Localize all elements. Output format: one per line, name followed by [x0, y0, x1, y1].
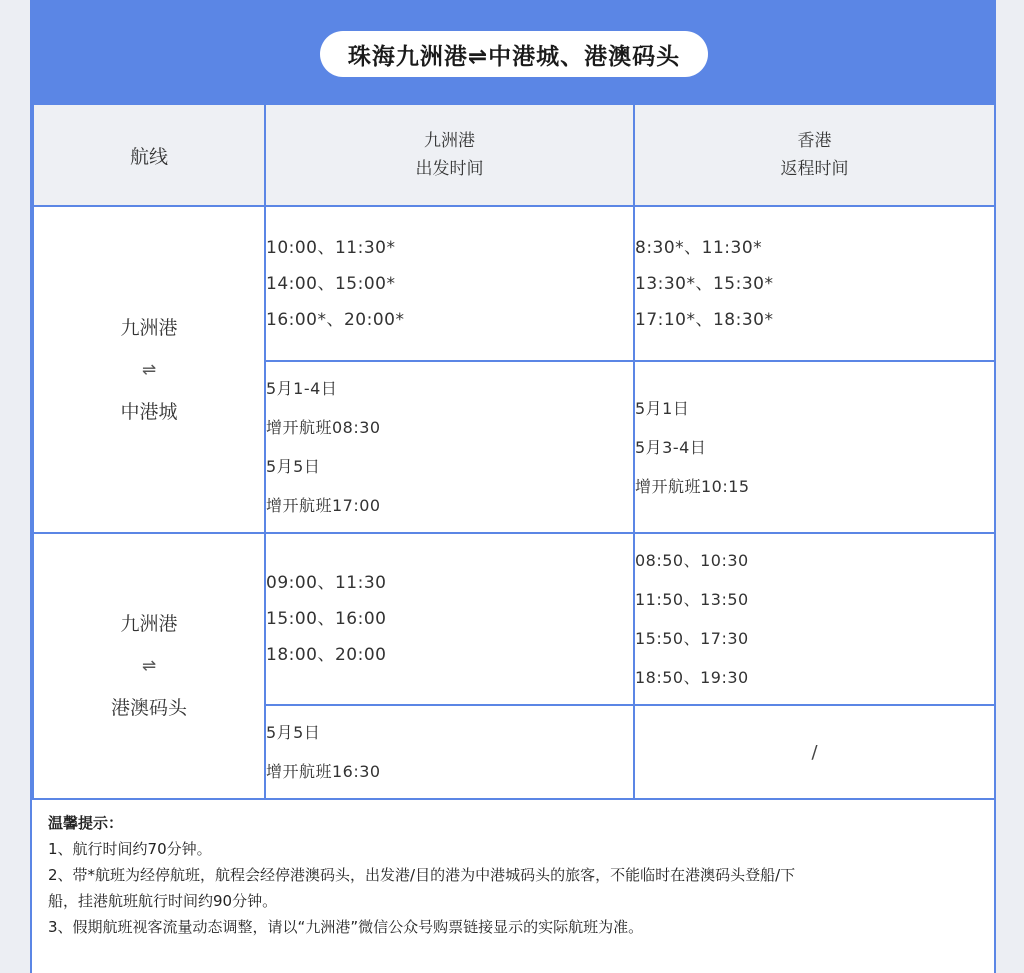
extra-line: 增开航班08:30: [266, 418, 381, 437]
return-extra-empty: /: [634, 705, 995, 799]
time-line: 17:10*、18:30*: [635, 309, 774, 330]
page-title: 珠海九洲港⇌中港城、港澳码头: [320, 31, 708, 77]
tip-item: 船，挂港航班航行时间约90分钟。: [48, 892, 278, 910]
extra-line: 5月1日: [635, 398, 690, 418]
depart-times-cell: [265, 533, 634, 705]
header-depart: [265, 104, 634, 206]
extra-line: 增开航班10:15: [635, 476, 750, 496]
route-arrow: ⇌: [141, 656, 157, 676]
depart-extra-cell: [265, 705, 634, 799]
tip-item: 2、带*航班为经停航班，航程会经停港澳码头，出发港/目的港为中港城码头的旅客，不能临时在港澳码头登船/下: [48, 866, 796, 884]
return-times-cell: [634, 206, 995, 361]
time-line: 09:00、11:30: [266, 573, 387, 593]
time-line: 18:00、20:00: [266, 645, 387, 665]
header-return-time: 返程时间: [780, 159, 849, 179]
extra-line: 增开航班16:30: [266, 762, 381, 781]
title-banner: [32, 0, 994, 103]
time-line: 15:50、17:30: [635, 629, 749, 648]
header-depart-port: 九洲港: [424, 131, 475, 151]
extra-line: 5月5日: [266, 723, 321, 742]
tip-item: 1、航行时间约70分钟。: [48, 840, 212, 858]
extra-line: 增开航班17:00: [266, 496, 381, 515]
schedule-table: [32, 103, 996, 800]
time-line: 10:00、11:30*: [266, 237, 396, 258]
route-from: 九洲港: [120, 613, 178, 635]
route-arrow: ⇌: [141, 359, 157, 380]
return-times-cell: [634, 533, 995, 705]
header-return-port: 香港: [797, 131, 832, 151]
depart-times-cell: [265, 206, 634, 361]
time-line: 13:30*、15:30*: [635, 273, 774, 294]
schedule-card: [30, 0, 996, 973]
header-return: [634, 104, 995, 206]
extra-line: 5月3-4日: [635, 437, 707, 457]
depart-extra-cell: [265, 361, 634, 533]
tips-section: [48, 810, 978, 940]
time-line: 18:50、19:30: [635, 668, 749, 687]
route-to: 中港城: [120, 400, 178, 423]
route-cell-gangaomatou: [33, 533, 265, 799]
time-line: 08:50、10:30: [635, 551, 749, 570]
time-line: 16:00*、20:00*: [266, 309, 405, 330]
tips-title: 温馨提示：: [48, 814, 124, 832]
time-line: 8:30*、11:30*: [635, 237, 763, 258]
return-extra-cell: [634, 361, 995, 533]
route-cell-zhongganchang: [33, 206, 265, 533]
time-line: 11:50、13:50: [635, 590, 749, 609]
route-to: 港澳码头: [110, 697, 187, 719]
header-route: 航线: [33, 104, 265, 206]
time-line: 15:00、16:00: [266, 609, 387, 629]
header-depart-time: 出发时间: [415, 159, 484, 179]
time-line: 14:00、15:00*: [266, 273, 396, 294]
extra-line: 5月1-4日: [266, 379, 338, 398]
extra-line: 5月5日: [266, 457, 321, 476]
tip-item: 3、假期航班视客流量动态调整，请以“九洲港”微信公众号购票链接显示的实际航班为准。: [48, 918, 644, 936]
table-row: [33, 533, 995, 705]
route-from: 九洲港: [120, 316, 178, 339]
table-row: [33, 206, 995, 361]
table-header-row: [33, 104, 995, 206]
